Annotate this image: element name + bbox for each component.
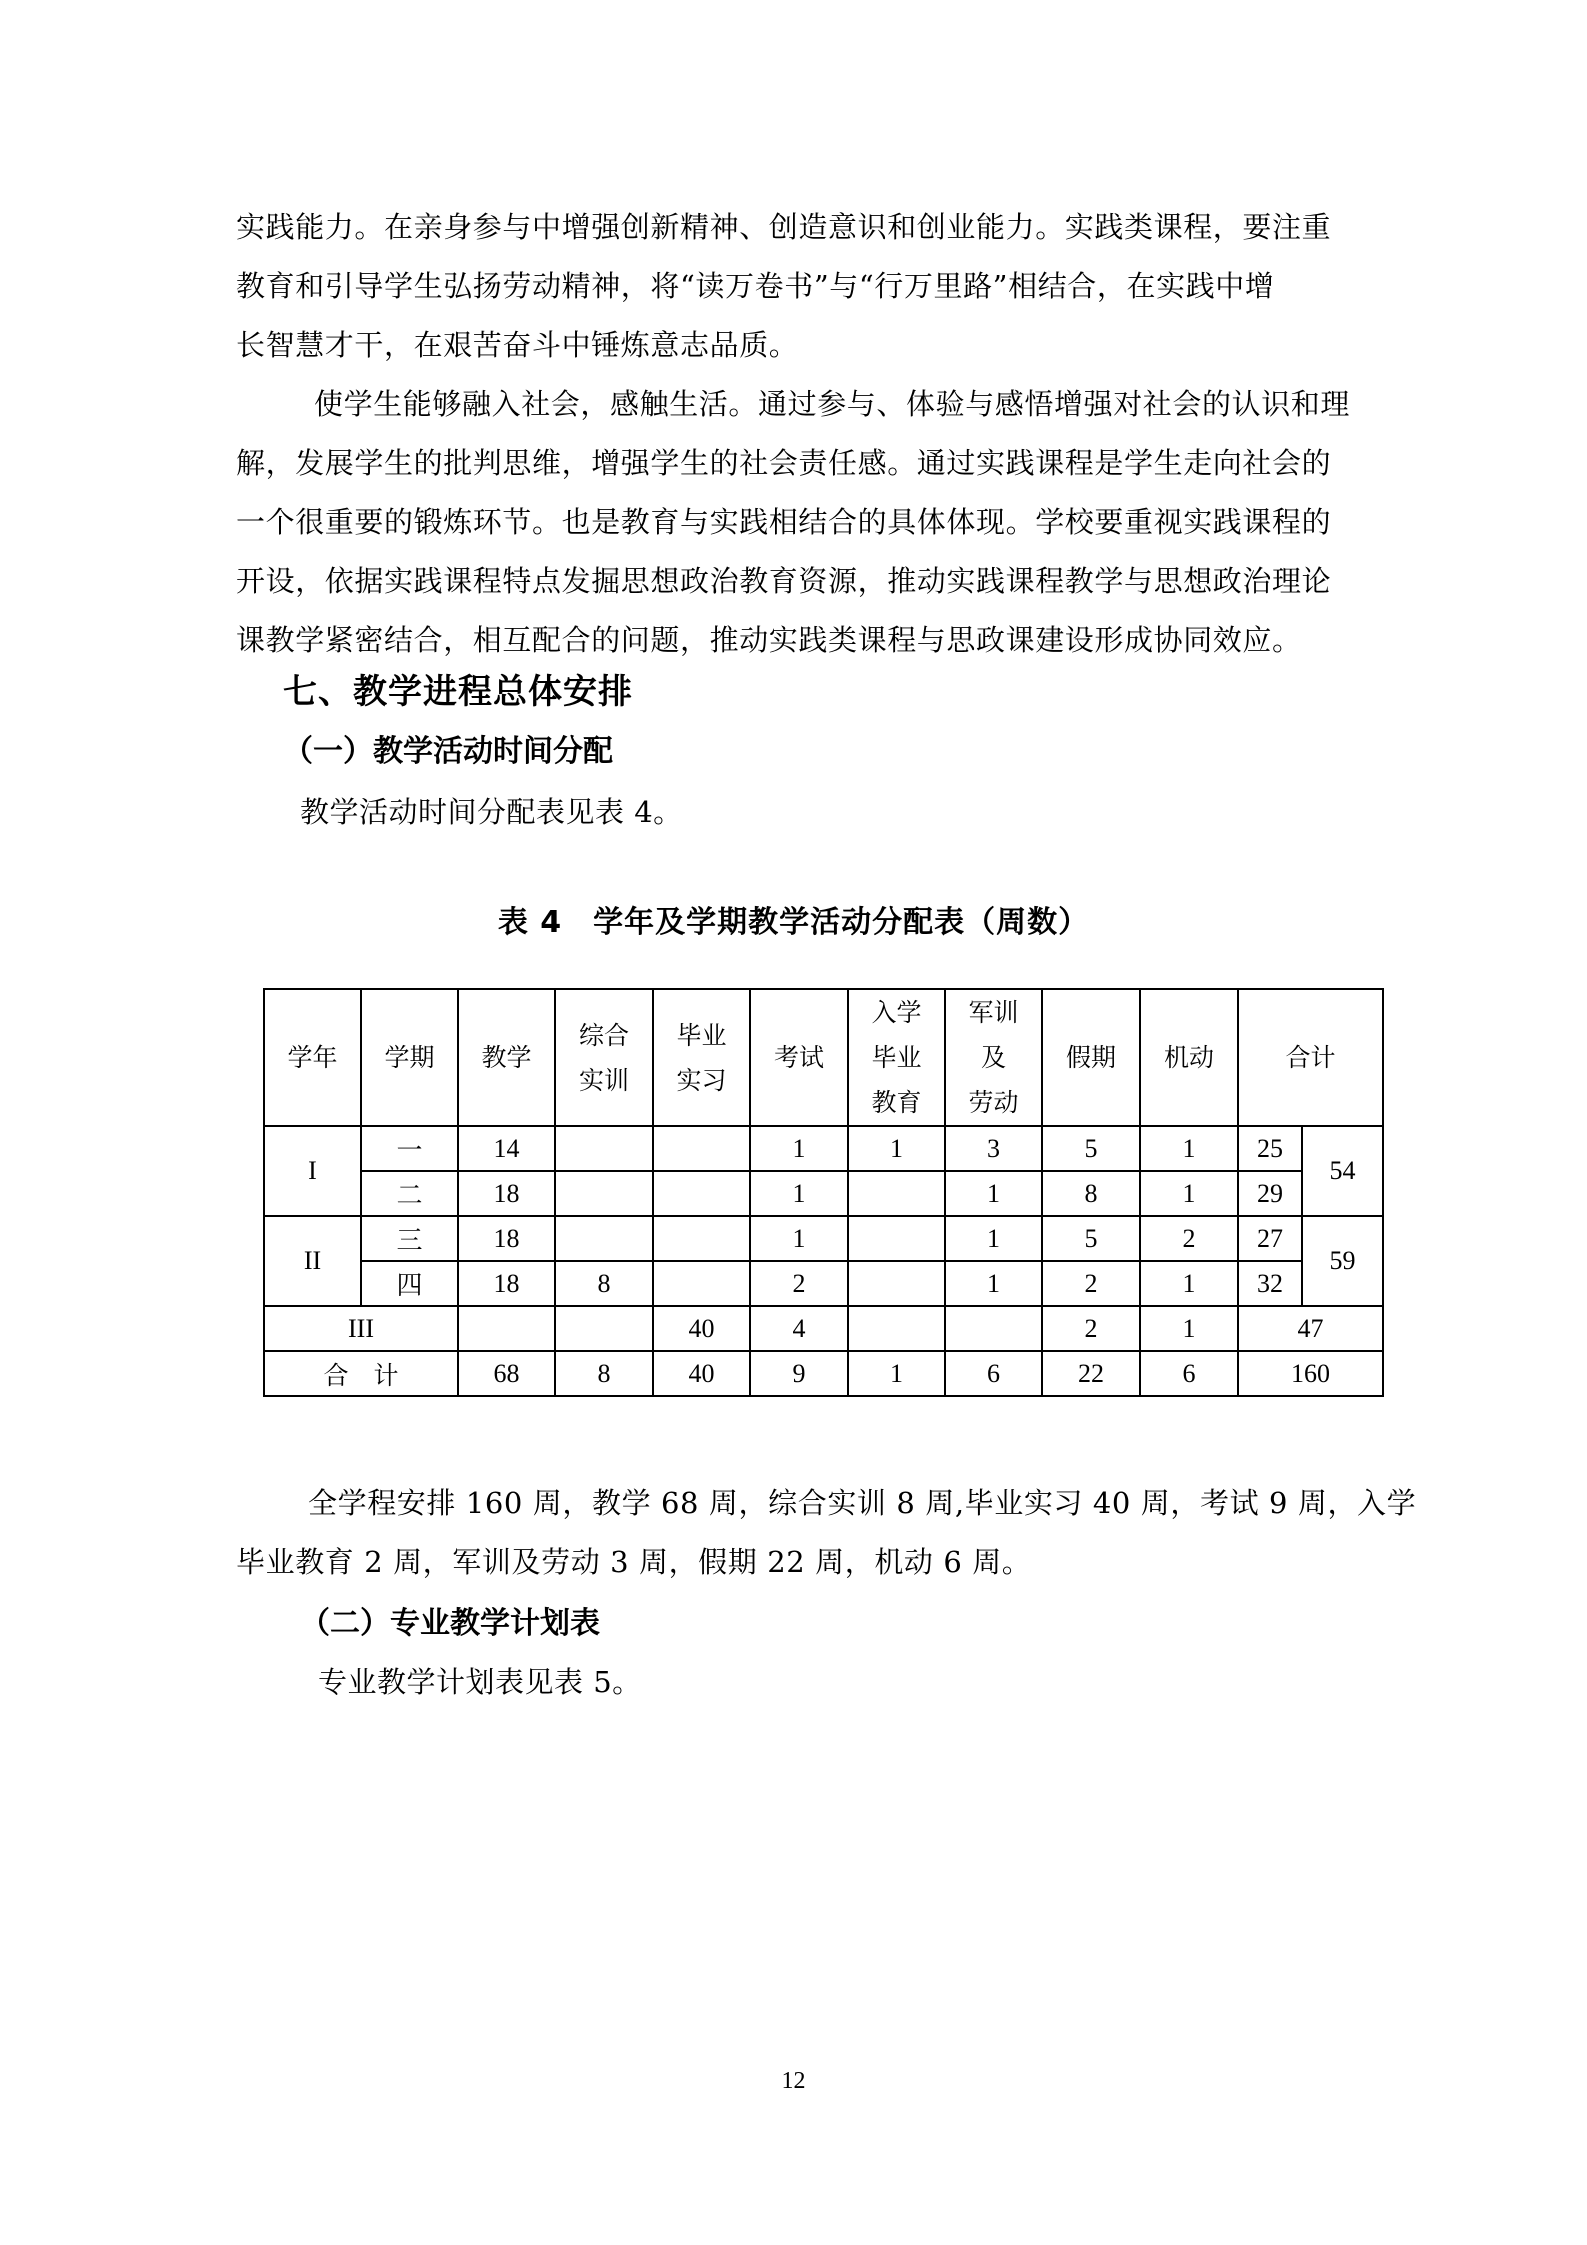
section-heading: 七、教学进程总体安排 bbox=[283, 672, 633, 712]
holiday-cell: 5 bbox=[1042, 1126, 1140, 1171]
header-cell-orientation: 入学 毕业 教育 bbox=[848, 989, 945, 1126]
text-line: 一个很重要的锻炼环节。也是教育与实践相结合的具体体现。学校要重视实践课程的 bbox=[236, 505, 1332, 539]
internship-cell bbox=[653, 1171, 750, 1216]
header-cell-total: 合计 bbox=[1238, 989, 1383, 1126]
year-total-cell: 54 bbox=[1302, 1126, 1383, 1216]
text-line: 使学生能够融入社会，感触生活。通过参与、体验与感悟增强对社会的认识和理 bbox=[314, 387, 1351, 421]
header-cell-exam: 考试 bbox=[750, 989, 848, 1126]
text-line: 全学程安排 160 周，教学 68 周，综合实训 8 周,毕业实习 40 周，考试 9 周，入学 bbox=[308, 1486, 1417, 1520]
orientation-cell: 1 bbox=[848, 1351, 945, 1396]
text-line: 解，发展学生的批判思维，增强学生的社会责任感。通过实践课程是学生走向社会的 bbox=[236, 446, 1332, 480]
teaching-cell: 18 bbox=[458, 1171, 555, 1216]
term-cell: 三 bbox=[361, 1216, 458, 1261]
internship-cell: 40 bbox=[653, 1306, 750, 1351]
exam-cell: 1 bbox=[750, 1216, 848, 1261]
flexible-cell: 2 bbox=[1140, 1216, 1238, 1261]
flexible-cell: 6 bbox=[1140, 1351, 1238, 1396]
term-total-cell: 27 bbox=[1238, 1216, 1302, 1261]
term-cell: 二 bbox=[361, 1171, 458, 1216]
table-header-row bbox=[264, 989, 1383, 1126]
term-total-cell: 25 bbox=[1238, 1126, 1302, 1171]
holiday-cell: 2 bbox=[1042, 1306, 1140, 1351]
teaching-cell: 18 bbox=[458, 1261, 555, 1306]
exam-cell: 9 bbox=[750, 1351, 848, 1396]
header-cell-military: 军训 及 劳动 bbox=[945, 989, 1042, 1126]
year-total-cell: 59 bbox=[1302, 1216, 1383, 1306]
exam-cell: 4 bbox=[750, 1306, 848, 1351]
grand-total-cell: 160 bbox=[1238, 1351, 1383, 1396]
teaching-cell: 18 bbox=[458, 1216, 555, 1261]
header-cell-term: 学期 bbox=[361, 989, 458, 1126]
military-cell: 1 bbox=[945, 1216, 1042, 1261]
internship-cell bbox=[653, 1126, 750, 1171]
training-cell: 8 bbox=[555, 1351, 653, 1396]
holiday-cell: 5 bbox=[1042, 1216, 1140, 1261]
header-cell-teaching: 教学 bbox=[458, 989, 555, 1126]
term-cell: 一 bbox=[361, 1126, 458, 1171]
orientation-cell bbox=[848, 1261, 945, 1306]
year-cell: II bbox=[264, 1216, 361, 1306]
training-cell bbox=[555, 1306, 653, 1351]
holiday-cell: 22 bbox=[1042, 1351, 1140, 1396]
header-cell-flexible: 机动 bbox=[1140, 989, 1238, 1126]
table-row bbox=[264, 1126, 1383, 1171]
flexible-cell: 1 bbox=[1140, 1126, 1238, 1171]
teaching-cell: 68 bbox=[458, 1351, 555, 1396]
flexible-cell: 1 bbox=[1140, 1261, 1238, 1306]
term-total-cell: 29 bbox=[1238, 1171, 1302, 1216]
term-cell: 四 bbox=[361, 1261, 458, 1306]
header-cell-year: 学年 bbox=[264, 989, 361, 1126]
training-cell bbox=[555, 1126, 653, 1171]
year-total-cell: 47 bbox=[1238, 1306, 1383, 1351]
subsection-heading-time-allocation: （一）教学活动时间分配 bbox=[283, 734, 613, 769]
exam-cell: 2 bbox=[750, 1261, 848, 1306]
internship-cell bbox=[653, 1261, 750, 1306]
orientation-cell bbox=[848, 1306, 945, 1351]
internship-cell: 40 bbox=[653, 1351, 750, 1396]
subsection-heading-teaching-plan: （二）专业教学计划表 bbox=[300, 1606, 600, 1641]
text-line: 毕业教育 2 周，军训及劳动 3 周，假期 22 周，机动 6 周。 bbox=[236, 1545, 1032, 1579]
military-cell: 1 bbox=[945, 1171, 1042, 1216]
orientation-cell bbox=[848, 1216, 945, 1261]
year-cell: III bbox=[264, 1306, 458, 1351]
table-row bbox=[264, 1306, 1383, 1351]
text-line: 长智慧才干，在艰苦奋斗中锤炼意志品质。 bbox=[236, 328, 799, 362]
holiday-cell: 2 bbox=[1042, 1261, 1140, 1306]
text-line: 教育和引导学生弘扬劳动精神，将“读万卷书”与“行万里路”相结合，在实践中增 bbox=[236, 269, 1275, 303]
teaching-cell: 14 bbox=[458, 1126, 555, 1171]
military-cell: 6 bbox=[945, 1351, 1042, 1396]
activity-allocation-table bbox=[263, 988, 1384, 1397]
paragraph-social-integration bbox=[236, 375, 1431, 670]
table-caption: 表 4 学年及学期教学活动分配表（周数） bbox=[497, 905, 1090, 940]
header-cell-holiday: 假期 bbox=[1042, 989, 1140, 1126]
exam-cell: 1 bbox=[750, 1126, 848, 1171]
header-cell-internship: 毕业 实习 bbox=[653, 989, 750, 1126]
page-number: 12 bbox=[781, 2068, 806, 2094]
training-cell bbox=[555, 1216, 653, 1261]
table-row bbox=[264, 1261, 1383, 1306]
text-line: 开设，依据实践课程特点发掘思想政治教育资源，推动实践课程教学与思想政治理论 bbox=[236, 564, 1332, 598]
paragraph-practice-ability bbox=[236, 198, 1431, 375]
table5-reference-text: 专业教学计划表见表 5。 bbox=[318, 1665, 642, 1699]
year-cell: I bbox=[264, 1126, 361, 1216]
teaching-cell bbox=[458, 1306, 555, 1351]
orientation-cell bbox=[848, 1171, 945, 1216]
military-cell: 1 bbox=[945, 1261, 1042, 1306]
training-cell: 8 bbox=[555, 1261, 653, 1306]
internship-cell bbox=[653, 1216, 750, 1261]
military-cell: 3 bbox=[945, 1126, 1042, 1171]
holiday-cell: 8 bbox=[1042, 1171, 1140, 1216]
paragraph-summary bbox=[236, 1474, 1431, 1592]
table-total-row bbox=[264, 1351, 1383, 1396]
term-total-cell: 32 bbox=[1238, 1261, 1302, 1306]
text-line: 实践能力。在亲身参与中增强创新精神、创造意识和创业能力。实践类课程，要注重 bbox=[236, 210, 1332, 244]
table-row bbox=[264, 1216, 1383, 1261]
training-cell bbox=[555, 1171, 653, 1216]
table-row bbox=[264, 1171, 1383, 1216]
military-cell bbox=[945, 1306, 1042, 1351]
flexible-cell: 1 bbox=[1140, 1306, 1238, 1351]
header-cell-training: 综合 实训 bbox=[555, 989, 653, 1126]
table-reference-text: 教学活动时间分配表见表 4。 bbox=[300, 795, 683, 829]
flexible-cell: 1 bbox=[1140, 1171, 1238, 1216]
orientation-cell: 1 bbox=[848, 1126, 945, 1171]
total-label-cell: 合 计 bbox=[264, 1351, 458, 1396]
text-line: 课教学紧密结合，相互配合的问题，推动实践类课程与思政课建设形成协同效应。 bbox=[236, 623, 1302, 657]
exam-cell: 1 bbox=[750, 1171, 848, 1216]
